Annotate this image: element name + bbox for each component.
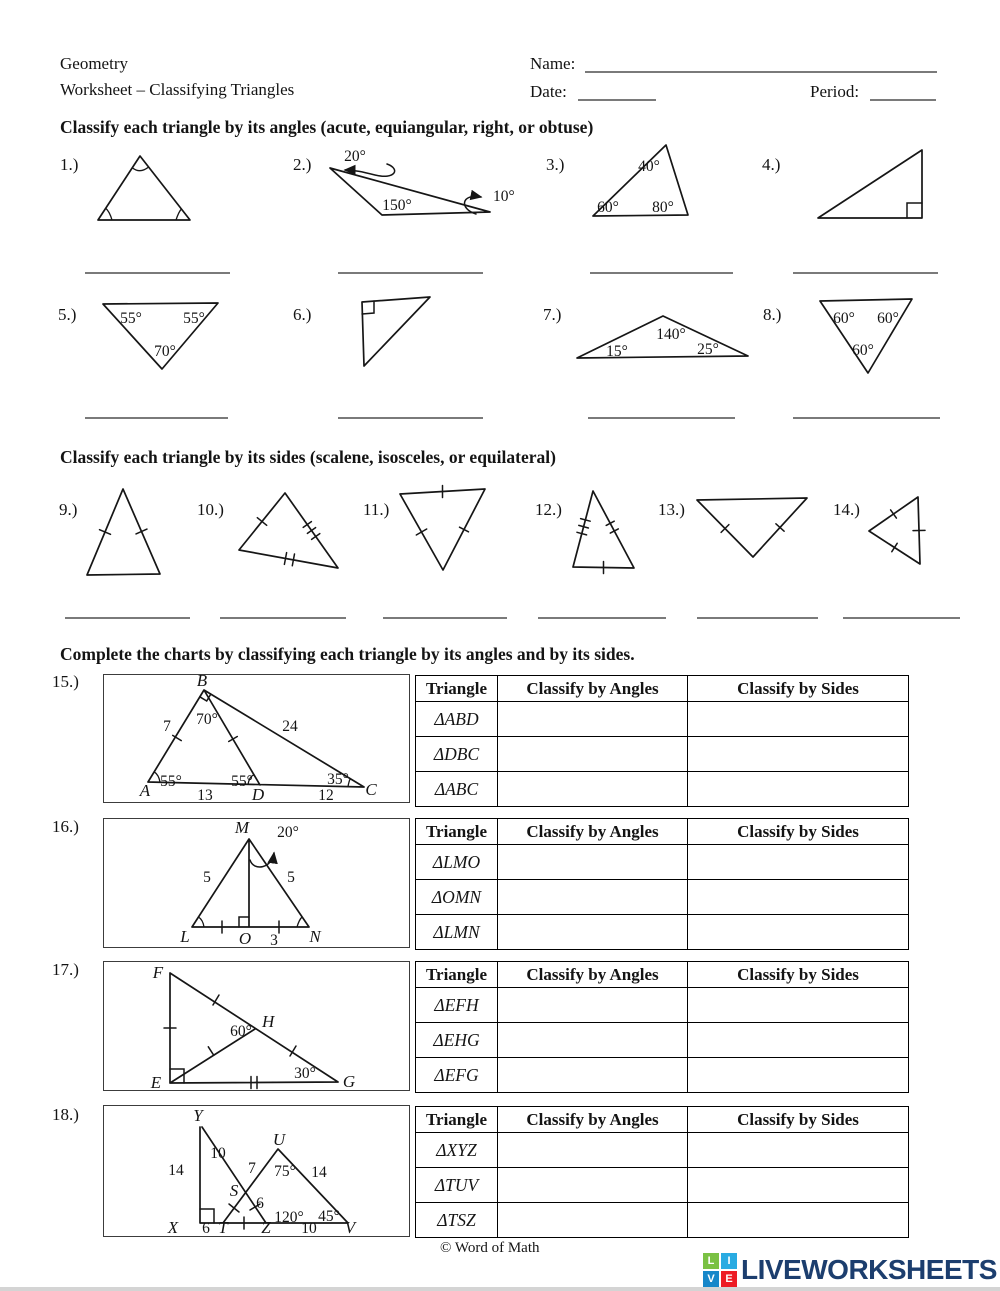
triangle-name: ΔEFH (416, 988, 498, 1023)
triangle-outline (400, 489, 485, 570)
vertex-label: O (238, 929, 252, 948)
answer-cell[interactable] (688, 1203, 909, 1238)
vertex-label: G (342, 1072, 356, 1091)
answer-cell[interactable] (498, 988, 688, 1023)
vertex-label: X (167, 1218, 179, 1237)
side-label: 5 (287, 869, 295, 886)
answer-cell[interactable] (498, 737, 688, 772)
vertex-label: H (262, 1012, 275, 1031)
answer-cell[interactable] (688, 702, 909, 737)
answer-cell[interactable] (688, 772, 909, 807)
angle-label: 35° (327, 771, 349, 788)
answer-cell[interactable] (688, 1168, 909, 1203)
angle-label: 60° (597, 199, 619, 216)
tick-mark (307, 528, 315, 534)
copyright: © Word of Math (440, 1240, 540, 1256)
col-header-triangle: Triangle (416, 676, 498, 702)
tick-mark (229, 1204, 239, 1212)
name-blank[interactable] (585, 71, 937, 73)
answer-cell[interactable] (498, 845, 688, 880)
problem-number-12: 12.) (535, 500, 562, 519)
answer-blank-14[interactable] (843, 617, 960, 619)
answer-blank-9[interactable] (65, 617, 190, 619)
problem-number-11: 11.) (363, 500, 390, 519)
triangle-figure-10 (231, 486, 343, 578)
triangle-figure-6 (351, 291, 438, 373)
triangle-name: ΔLMO (416, 845, 498, 880)
answer-blank-3[interactable] (590, 272, 733, 274)
page-bottom-edge (0, 1287, 1000, 1291)
tick-mark (312, 534, 320, 540)
angle-label: 55° (120, 310, 142, 327)
triangle-figure-17 (103, 961, 408, 1092)
angle-arc (154, 772, 160, 783)
answer-blank-10[interactable] (220, 617, 346, 619)
vertex-label: M (234, 818, 250, 837)
side-label: 7 (163, 718, 171, 735)
triangle-figure-12 (566, 481, 643, 578)
problem-number-17: 17.) (52, 960, 79, 979)
answer-blank-4[interactable] (793, 272, 938, 274)
col-header-sides: Classify by Sides (688, 676, 909, 702)
problem-number-9: 9.) (59, 500, 78, 519)
liveworksheets-logo (703, 1253, 997, 1287)
triangle-figure-2 (323, 141, 515, 229)
triangle-figure-14 (858, 481, 935, 573)
angle-label: 15° (606, 343, 628, 360)
answer-cell[interactable] (688, 915, 909, 950)
triangle-outline (98, 156, 190, 220)
answer-cell[interactable] (498, 1133, 688, 1168)
problem-number-8: 8.) (763, 305, 782, 324)
side-label: 10 (210, 1145, 226, 1162)
logo-square-v: V (703, 1271, 719, 1287)
angle-label: 140° (656, 326, 686, 343)
triangle-figure-9 (81, 481, 173, 578)
triangle-figure-16 (103, 818, 408, 949)
logo-wordmark: LIVEWORKSHEETS (741, 1254, 997, 1285)
answer-cell[interactable] (498, 880, 688, 915)
triangle-figure-7 (568, 301, 755, 365)
col-header-triangle: Triangle (416, 819, 498, 845)
answer-cell[interactable] (498, 772, 688, 807)
section-charts-heading: Complete the charts by classifying each triangle by its angles and by its sides. (60, 644, 635, 664)
side-label: 14 (311, 1164, 327, 1181)
triangle-name: ΔXYZ (416, 1133, 498, 1168)
vertex-label: L (180, 927, 190, 946)
vertex-label: E (150, 1073, 162, 1092)
side-label: 13 (197, 787, 213, 804)
chart-table-17 (415, 961, 909, 1093)
answer-blank-11[interactable] (383, 617, 507, 619)
chart-table-15 (415, 675, 909, 807)
triangle-figure-18 (103, 1105, 408, 1235)
angle-label: 75° (274, 1163, 296, 1180)
side-label: 12 (318, 787, 334, 804)
vertex-label: Z (261, 1218, 271, 1237)
problem-number-16: 16.) (52, 817, 79, 836)
triangle-figure-5 (91, 296, 228, 378)
col-header-triangle: Triangle (416, 1107, 498, 1133)
answer-cell[interactable] (688, 1058, 909, 1093)
angle-arc (199, 917, 205, 927)
right-angle-mark (362, 301, 374, 314)
angle-arc (176, 209, 181, 220)
problem-number-6: 6.) (293, 305, 312, 324)
angle-label: 120° (274, 1209, 304, 1226)
angle-label: 60° (833, 310, 855, 327)
tick-mark (416, 529, 426, 535)
vertex-label: N (309, 927, 321, 946)
name-label: Name: (530, 54, 576, 73)
section-angles-heading: Classify each triangle by its angles (acute, equiangular, right, or obtuse) (60, 117, 594, 137)
problem-number-18: 18.) (52, 1105, 79, 1124)
right-angle-mark (907, 203, 922, 218)
answer-blank-7[interactable] (588, 417, 735, 419)
angle-label: 60° (877, 310, 899, 327)
side-label: 14 (168, 1162, 184, 1179)
triangle-name: ΔEFG (416, 1058, 498, 1093)
answer-cell[interactable] (688, 988, 909, 1023)
triangle-name: ΔTSZ (416, 1203, 498, 1238)
angle-label: 60° (852, 342, 874, 359)
answer-cell[interactable] (688, 1023, 909, 1058)
angle-label: 70° (196, 711, 218, 728)
vertex-label: Y (193, 1106, 203, 1125)
problem-number-1: 1.) (60, 155, 79, 174)
logo-square-e: E (721, 1271, 737, 1287)
col-header-angles: Classify by Angles (498, 676, 688, 702)
angle-label: 45° (318, 1208, 340, 1225)
triangle-figure-15 (103, 671, 408, 804)
triangle-name: ΔTUV (416, 1168, 498, 1203)
answer-cell[interactable] (498, 1168, 688, 1203)
angle-label: 25° (697, 341, 719, 358)
section-sides-heading: Classify each triangle by its sides (scalene, isosceles, or equilateral) (60, 447, 556, 467)
side-label: 5 (203, 869, 211, 886)
exterior-angle-arrow (250, 853, 274, 867)
angle-label: 40° (638, 158, 660, 175)
answer-cell[interactable] (498, 1023, 688, 1058)
vertex-label: B (196, 671, 208, 690)
tick-mark (303, 522, 311, 528)
angle-label: 20° (277, 824, 299, 841)
answer-cell[interactable] (688, 845, 909, 880)
answer-cell[interactable] (688, 880, 909, 915)
triangle-outline (573, 491, 634, 568)
problem-number-3: 3.) (546, 155, 565, 174)
vertex-label: T (218, 1218, 228, 1237)
answer-blank-5[interactable] (85, 417, 228, 419)
tick-mark (892, 543, 897, 551)
logo-squares-icon (703, 1253, 737, 1287)
triangle-name: ΔEHG (416, 1023, 498, 1058)
answer-blank-1[interactable] (85, 272, 230, 274)
answer-cell[interactable] (498, 1058, 688, 1093)
triangle-outline (697, 498, 807, 557)
problem-number-7: 7.) (543, 305, 562, 324)
triangle-name: ΔOMN (416, 880, 498, 915)
chart-table-16 (415, 818, 909, 950)
triangle-figure-4 (811, 143, 928, 223)
answer-cell[interactable] (498, 702, 688, 737)
col-header-sides: Classify by Sides (688, 819, 909, 845)
problem-number-2: 2.) (293, 155, 312, 174)
problem-number-15: 15.) (52, 672, 79, 691)
angle-arc (106, 208, 112, 220)
problem-number-4: 4.) (762, 155, 781, 174)
problem-number-5: 5.) (58, 305, 77, 324)
answer-cell[interactable] (688, 1133, 909, 1168)
angle-label: 80° (652, 199, 674, 216)
triangle-name: ΔLMN (416, 915, 498, 950)
side-label: 10 (301, 1220, 317, 1237)
tick-mark (208, 1047, 213, 1055)
vertex-label: V (344, 1218, 356, 1237)
vertex-label: D (251, 785, 265, 804)
side-label: 24 (282, 718, 298, 735)
vertex-label: C (365, 780, 377, 799)
triangle-outline (87, 489, 160, 575)
vertex-label: S (229, 1181, 239, 1200)
logo-square-l: L (703, 1253, 719, 1269)
side-label: 3 (270, 932, 278, 949)
angle-label: 60° (230, 1023, 252, 1040)
triangle-name: ΔDBC (416, 737, 498, 772)
triangle-figure-11 (394, 481, 491, 578)
angle-label: 55° (231, 773, 253, 790)
angle-label: 150° (382, 197, 412, 214)
triangle-figure-1 (86, 146, 198, 228)
triangle-outline (362, 297, 430, 366)
period-label: Period: (810, 82, 860, 101)
vertex-label: F (152, 963, 164, 982)
answer-blank-2[interactable] (338, 272, 483, 274)
tick-mark (891, 510, 897, 518)
problem-number-14: 14.) (833, 500, 860, 519)
col-header-triangle: Triangle (416, 962, 498, 988)
side-label: 6 (202, 1220, 210, 1237)
angle-label: 20° (344, 148, 366, 165)
date-label: Date: (530, 82, 567, 101)
col-header-sides: Classify by Sides (688, 962, 909, 988)
triangle-name: ΔABC (416, 772, 498, 807)
answer-cell[interactable] (498, 1203, 688, 1238)
tick-mark (257, 518, 266, 526)
col-header-angles: Classify by Angles (498, 962, 688, 988)
angle-label: 10° (493, 188, 515, 205)
course-label: Geometry (60, 54, 128, 73)
angle-label: 30° (294, 1065, 316, 1082)
chart-table-18 (415, 1106, 909, 1238)
angle-label: 55° (183, 310, 205, 327)
answer-blank-8[interactable] (793, 417, 940, 419)
answer-blank-6[interactable] (338, 417, 483, 419)
problem-number-10: 10.) (197, 500, 224, 519)
triangle-figure-3 (581, 141, 703, 223)
period-blank[interactable] (870, 99, 936, 101)
side-label: 6 (256, 1195, 264, 1212)
answer-cell[interactable] (688, 737, 909, 772)
vertex-label: U (272, 1130, 286, 1149)
worksheet-title: Worksheet – Classifying Triangles (60, 80, 295, 99)
logo-square-i: I (721, 1253, 737, 1269)
angle-label: 70° (154, 343, 176, 360)
answer-blank-13[interactable] (697, 617, 818, 619)
triangle-figure-13 (691, 491, 813, 565)
angle-arc (297, 917, 302, 927)
triangle-figure-8 (811, 293, 918, 380)
problem-number-13: 13.) (658, 500, 685, 519)
side-label: 7 (248, 1160, 256, 1177)
vertex-label: A (139, 781, 151, 800)
answer-cell[interactable] (498, 915, 688, 950)
triangle-name: ΔABD (416, 702, 498, 737)
angle-arc (132, 167, 148, 171)
col-header-angles: Classify by Angles (498, 819, 688, 845)
col-header-angles: Classify by Angles (498, 1107, 688, 1133)
triangle-outline (239, 493, 338, 568)
right-angle-mark (239, 917, 249, 927)
date-blank[interactable] (578, 99, 656, 101)
col-header-sides: Classify by Sides (688, 1107, 909, 1133)
answer-blank-12[interactable] (538, 617, 666, 619)
angle-label: 55° (160, 773, 182, 790)
